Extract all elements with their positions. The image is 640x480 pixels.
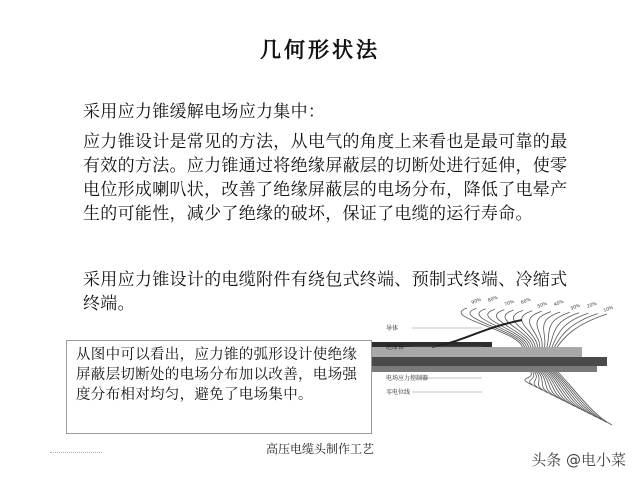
caption-text: 从图中可以看出，应力锥的弧形设计使绝缘屏蔽层切断处的电场分布加以改善，电场强度分布相对均匀，避免了电场集中。 (76, 347, 358, 403)
label-stress-controller: 电场应力控制器 (386, 375, 429, 382)
percent-label: 30% (569, 303, 582, 312)
label-zero-potential: 零电位线 (386, 389, 411, 396)
percent-label: 40% (553, 299, 565, 308)
percent-label: 90% (470, 297, 483, 306)
paragraph-intro: 采用应力锥缓解电场应力集中： (83, 102, 326, 122)
label-insulation: 绝缘体 (386, 344, 405, 351)
percent-label: 60% (520, 297, 532, 306)
field-line-lower (555, 371, 607, 423)
label-conductor: 导体 (386, 325, 399, 332)
field-line-lower (545, 369, 580, 409)
percent-labels (471, 295, 615, 314)
paragraph-stress-cone: 应力锥设计是常见的方法，从电气的角度上来看也是最可靠的最有效的方法。应力锥通过将绝缘屏蔽层的切断处进行延伸，使零电位形成喇叭状，改善了绝缘屏蔽层的电场分布，降低了电晕产生的可能性，减少了绝缘的破坏，保证了电缆的运行寿命。 (83, 132, 568, 224)
percent-label: 50% (536, 301, 549, 310)
percent-label: 70% (503, 299, 516, 308)
watermark: 头条 @电小菜 (531, 451, 626, 469)
percent-label: 80% (487, 295, 499, 304)
field-line-lower (551, 370, 596, 417)
conductor-bottom (372, 366, 597, 372)
percent-label: 10% (602, 305, 615, 314)
slide-title: 几何形状法 (260, 38, 380, 62)
conductor (372, 357, 607, 366)
field-line-lower (547, 370, 585, 412)
paragraph-accessories: 采用应力锥设计的电缆附件有绕包式终端、预制式终端、冷缩式终端。 (83, 270, 568, 314)
stress-cone-diagram (372, 290, 622, 440)
percent-label: 20% (586, 301, 598, 310)
caption-box (66, 340, 372, 434)
footer-text: 高压电缆头制作工艺 (265, 442, 374, 456)
